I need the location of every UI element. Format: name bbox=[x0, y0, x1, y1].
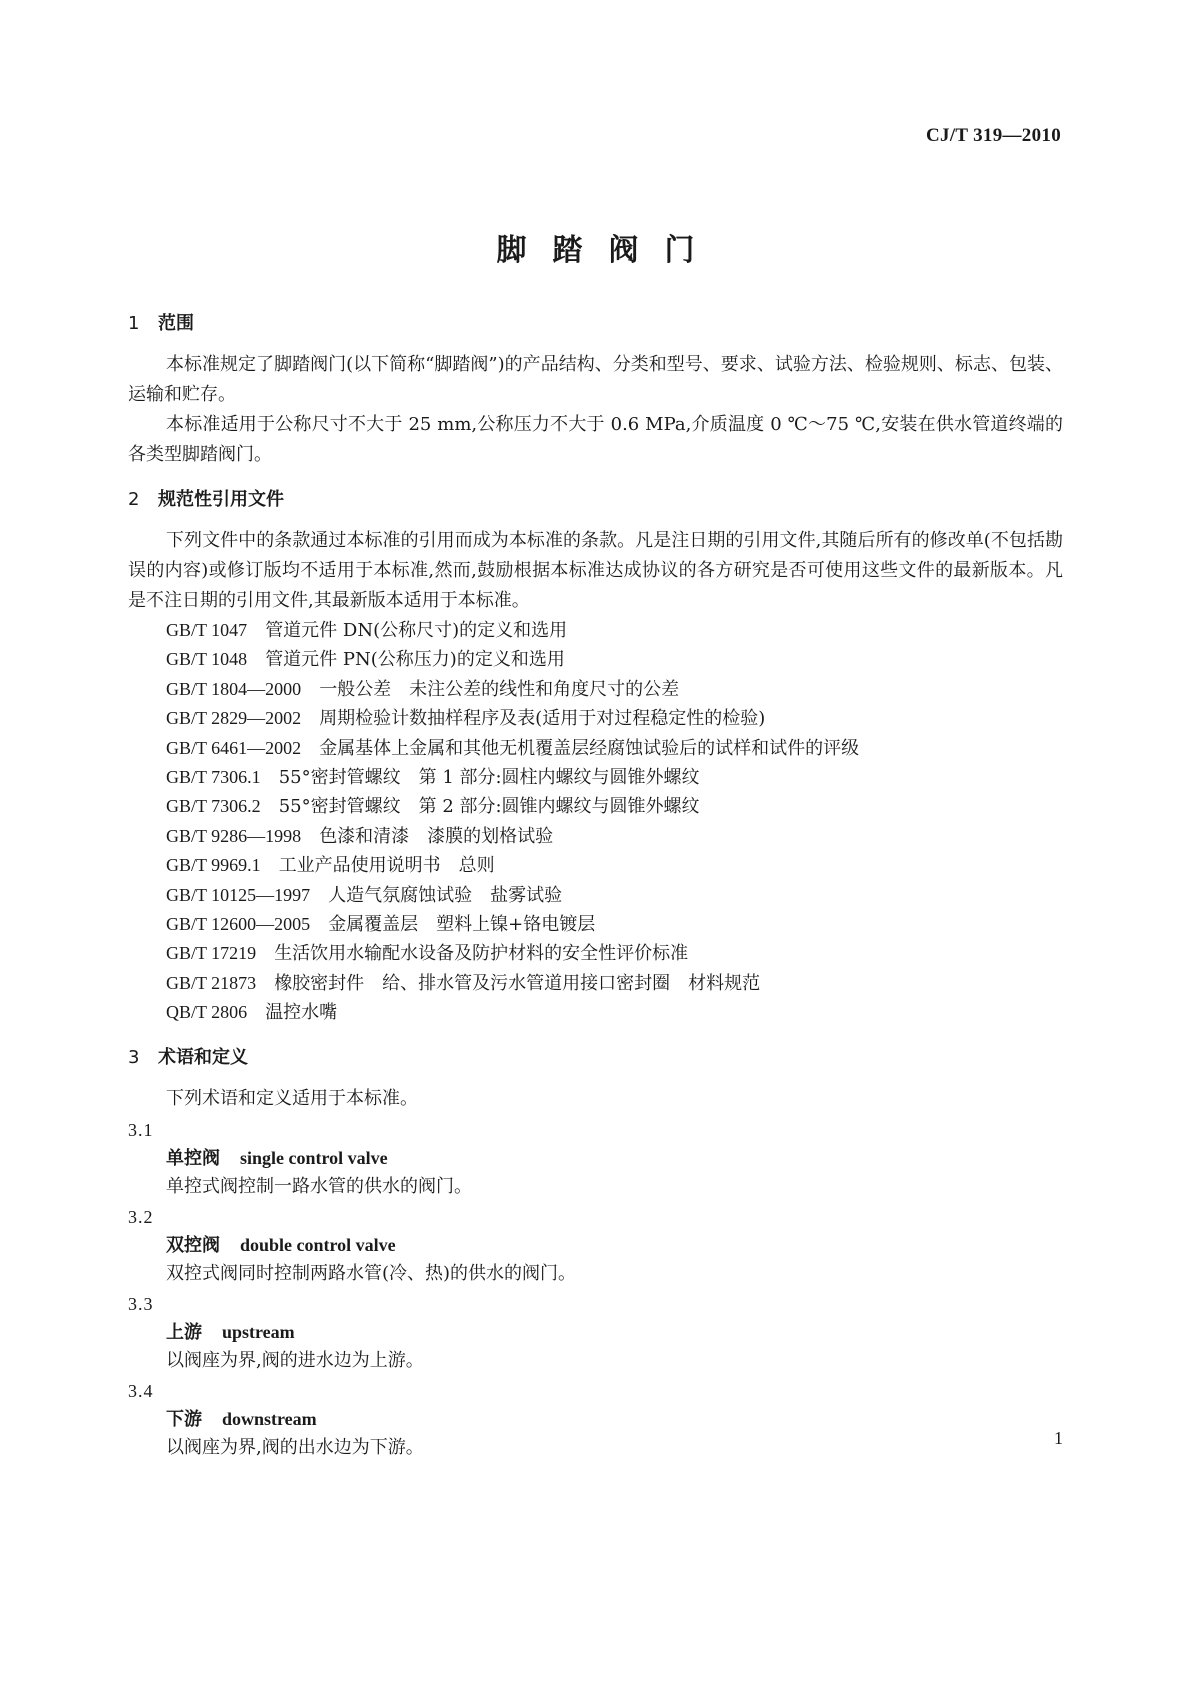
reference-title: 金属覆盖层 塑料上镍+铬电镀层 bbox=[328, 914, 596, 936]
term-definition: 双控式阀同时控制两路水管(冷、热)的供水的阀门。 bbox=[166, 1262, 577, 1284]
reference-code: GB/T 7306.1 bbox=[166, 767, 261, 788]
reference-title: 色漆和清漆 漆膜的划格试验 bbox=[319, 825, 554, 847]
list-item bbox=[128, 851, 1063, 880]
reference-code: GB/T 1804—2000 bbox=[166, 678, 302, 699]
list-item bbox=[128, 998, 1063, 1027]
reference-code: GB/T 7306.2 bbox=[166, 796, 261, 817]
page-number: 1 bbox=[1054, 1428, 1063, 1448]
term-definition: 以阀座为界,阀的进水边为上游。 bbox=[166, 1349, 424, 1371]
list-item bbox=[128, 792, 1063, 821]
reference-title: 温控水嘴 bbox=[265, 1002, 338, 1024]
term-definition: 单控式阀控制一路水管的供水的阀门。 bbox=[166, 1175, 472, 1197]
section-title: 范围 bbox=[158, 313, 194, 334]
reference-title: 人造气氛腐蚀试验 盐雾试验 bbox=[328, 884, 563, 906]
reference-title: 金属基体上金属和其他无机覆盖层经腐蚀试验后的试样和试件的评级 bbox=[319, 737, 860, 759]
term-name-en: single control valve bbox=[240, 1147, 388, 1168]
term-entry bbox=[128, 1290, 1063, 1375]
term-entry bbox=[128, 1377, 1063, 1462]
term-name bbox=[128, 1144, 1063, 1173]
section-number: 1 bbox=[128, 313, 140, 334]
reference-title: 管道元件 PN(公称压力)的定义和选用 bbox=[265, 649, 565, 671]
term-entry bbox=[128, 1116, 1063, 1201]
list-item bbox=[128, 645, 1063, 674]
term-name-zh: 双控阀 bbox=[166, 1234, 220, 1256]
term-name bbox=[128, 1405, 1063, 1434]
reference-code: GB/T 10125—1997 bbox=[166, 884, 311, 905]
term-name-zh: 上游 bbox=[166, 1321, 202, 1343]
term-name bbox=[128, 1231, 1063, 1260]
reference-title: 一般公差 未注公差的线性和角度尺寸的公差 bbox=[319, 678, 680, 700]
term-number: 3.3 bbox=[128, 1293, 154, 1314]
scope-paragraph-2: 本标准适用于公称尺寸不大于 25 mm,公称压力不大于 0.6 MPa,介质温度 0 ℃～75 ℃,安装在供水管道终端的各类型脚踏阀门。 bbox=[128, 414, 1063, 465]
scope-paragraph-1: 本标准规定了脚踏阀门(以下简称“脚踏阀”)的产品结构、分类和型号、要求、试验方法、检验规则、标志、包装、运输和贮存。 bbox=[128, 354, 1063, 405]
term-name-en: upstream bbox=[222, 1321, 295, 1342]
reference-code: GB/T 12600—2005 bbox=[166, 914, 311, 935]
section-title: 术语和定义 bbox=[158, 1046, 248, 1068]
section-title: 规范性引用文件 bbox=[158, 489, 284, 510]
term-entry bbox=[128, 1203, 1063, 1288]
terms-intro: 下列术语和定义适用于本标准。 bbox=[166, 1087, 418, 1109]
list-item bbox=[128, 910, 1063, 939]
reference-title: 55°密封管螺纹 第 2 部分:圆锥内螺纹与圆锥外螺纹 bbox=[278, 796, 700, 818]
term-definition: 以阀座为界,阀的出水边为下游。 bbox=[166, 1436, 424, 1458]
reference-code: GB/T 9969.1 bbox=[166, 855, 261, 876]
term-name-zh: 单控阀 bbox=[166, 1147, 220, 1169]
section-heading-scope bbox=[128, 310, 1063, 338]
reference-code: GB/T 1047 bbox=[166, 620, 248, 640]
reference-code: QB/T 2806 bbox=[166, 1002, 248, 1023]
reference-title: 管道元件 DN(公称尺寸)的定义和选用 bbox=[265, 620, 568, 641]
list-item bbox=[128, 969, 1063, 998]
list-item bbox=[128, 734, 1063, 763]
term-number: 3.1 bbox=[128, 1119, 154, 1140]
list-item bbox=[128, 822, 1063, 851]
term-name-en: downstream bbox=[222, 1408, 317, 1429]
reference-code: GB/T 17219 bbox=[166, 943, 257, 964]
list-item bbox=[128, 939, 1063, 968]
reference-code: GB/T 6461—2002 bbox=[166, 737, 302, 758]
reference-title: 工业产品使用说明书 总则 bbox=[278, 855, 495, 877]
section-heading-references bbox=[128, 486, 1063, 514]
list-item bbox=[128, 704, 1063, 733]
term-number: 3.4 bbox=[128, 1380, 154, 1401]
reference-title: 周期检验计数抽样程序及表(适用于对过程稳定性的检验) bbox=[319, 708, 766, 730]
list-item bbox=[128, 881, 1063, 910]
reference-list bbox=[128, 616, 1063, 1028]
reference-title: 55°密封管螺纹 第 1 部分:圆柱内螺纹与圆锥外螺纹 bbox=[278, 767, 700, 789]
reference-title: 橡胶密封件 给、排水管及污水管道用接口密封圈 材料规范 bbox=[274, 972, 761, 994]
section-heading-terms bbox=[128, 1044, 1063, 1072]
standard-code: CJ/T 319—2010 bbox=[926, 125, 1061, 146]
term-name bbox=[128, 1318, 1063, 1347]
term-name-en: double control valve bbox=[240, 1234, 396, 1255]
reference-title: 生活饮用水输配水设备及防护材料的安全性评价标准 bbox=[274, 943, 689, 965]
reference-code: GB/T 9286—1998 bbox=[166, 825, 302, 846]
term-number: 3.2 bbox=[128, 1206, 154, 1227]
list-item bbox=[128, 616, 1063, 645]
list-item bbox=[128, 763, 1063, 792]
list-item bbox=[128, 675, 1063, 704]
term-name-zh: 下游 bbox=[166, 1408, 202, 1430]
reference-code: GB/T 21873 bbox=[166, 972, 257, 993]
reference-code: GB/T 2829—2002 bbox=[166, 708, 302, 729]
section-number: 3 bbox=[128, 1046, 140, 1068]
document-title: 脚踏阀门 bbox=[496, 233, 721, 268]
section-number: 2 bbox=[128, 489, 140, 510]
document-body bbox=[128, 310, 1063, 1462]
references-intro: 下列文件中的条款通过本标准的引用而成为本标准的条款。凡是注日期的引用文件,其随后所有的修改单(不包括勘误的内容)或修订版均不适用于本标准,然而,鼓励根据本标准达成协议的各方研究是否可使用这些文件的最新版本。凡是不注日期的引用文件,其最新版本适用于本标准。 bbox=[128, 530, 1063, 611]
reference-code: GB/T 1048 bbox=[166, 649, 248, 670]
